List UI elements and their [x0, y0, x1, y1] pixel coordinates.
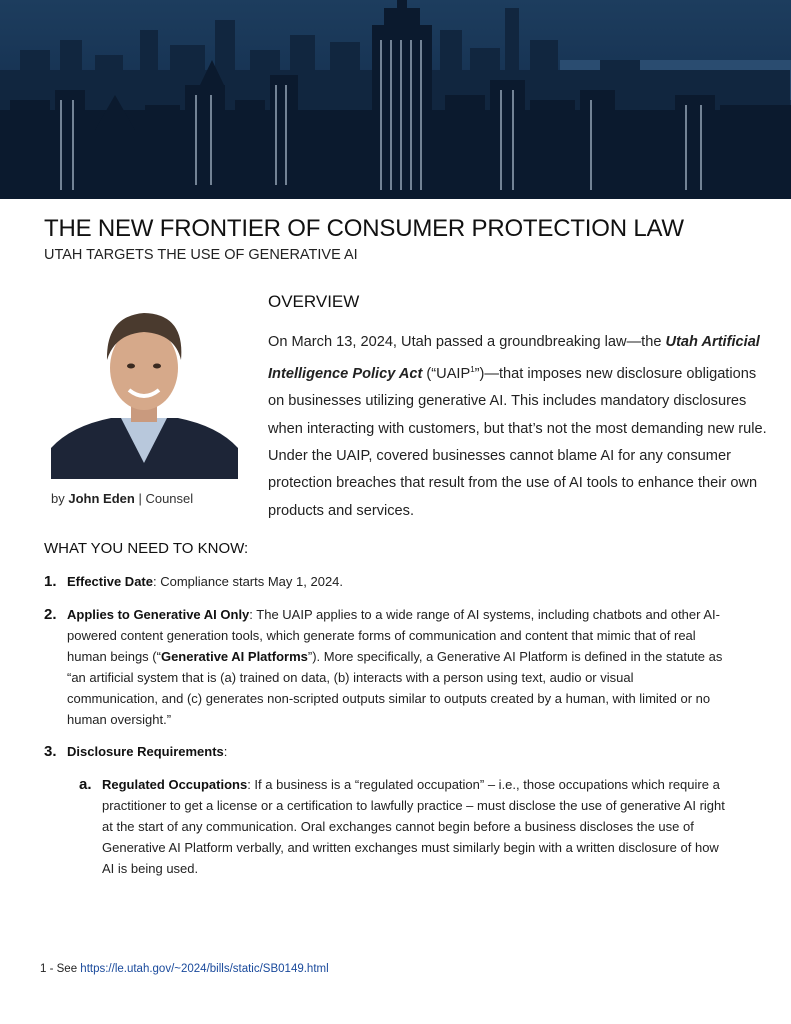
- author-portrait-illustration: [51, 298, 238, 479]
- hero-cityscape-image: [0, 0, 791, 199]
- overview-text-1: On March 13, 2024, Utah passed a groundbreaking law—the: [268, 334, 666, 350]
- skyline-illustration: [0, 0, 791, 199]
- need-to-know-heading: WHAT YOU NEED TO KNOW:: [44, 540, 249, 557]
- overview-text-2: (“UAIP: [422, 366, 471, 383]
- list-item-number: 1.: [44, 573, 57, 590]
- sub-list-item-letter: a.: [79, 776, 92, 793]
- footnote-link[interactable]: https://le.utah.gov/~2024/bills/static/SB0149.html: [80, 963, 329, 975]
- footnote-reference[interactable]: 1: [470, 365, 475, 375]
- byline-prefix: by: [51, 491, 65, 506]
- overview-text-3: ”)—that imposes new disclosure obligations on businesses utilizing generative AI. This includes mandatory disclosures when interacting with customers, but that’s not the most demanding new rule. Under the UAIP, covered businesses cannot blame AI for any consumer protection breaches that result from the use of AI tools to enhance their own products and services.: [268, 366, 767, 519]
- list-item-text-continued: ”). More specifically, a Generative AI Platform is defined in the statute as “an artificial system that is (a) trained on data, (b) interacts with a person using text, audio or visual communication, and (c) generates non-scripted outputs similar to outputs created by a human, with limited or no human oversight.”: [67, 649, 723, 727]
- overview-heading: OVERVIEW: [268, 292, 360, 311]
- sub-list-item-text: : If a business is a “regulated occupation” – i.e., those occupations which require a practitioner to get a license or a certification to lawfully practice – must disclose the use of generative AI right at the start of any communication. Oral exchanges cannot begin before a business discloses the use of Generative AI Platform verbally, and written exchanges must similarly begin with a written disclosure of how AI is being used.: [102, 777, 725, 876]
- author-photo: [51, 298, 238, 479]
- author-name: John Eden: [68, 491, 135, 506]
- list-item-text: :: [223, 744, 228, 759]
- page-subtitle: UTAH TARGETS THE USE OF GENERATIVE AI: [44, 247, 358, 263]
- list-item-label: Applies to Generative AI Only: [67, 607, 250, 622]
- list-item-text: : The UAIP applies to a wide range of AI systems, including chatbots and other AI-powered content generation tools, which generate forms of communication and content that mimic that of real human beings (“: [67, 607, 720, 664]
- sub-list-item: [79, 774, 727, 879]
- footnote-number: 1: [40, 963, 47, 975]
- footnote-prefix: - See: [46, 963, 81, 975]
- author-role: Counsel: [145, 491, 194, 506]
- list-item-label: Effective Date: [67, 574, 153, 589]
- act-name: Utah Artificial Intelligence Policy Act: [268, 334, 760, 383]
- list-item-label: Disclosure Requirements: [67, 744, 224, 759]
- footnote: [40, 963, 329, 975]
- list-item: [44, 741, 727, 762]
- sub-list-item-label: Regulated Occupations: [102, 777, 248, 792]
- list-item: [44, 571, 727, 592]
- byline-separator: |: [138, 491, 142, 506]
- list-item-text: : Compliance starts May 1, 2024.: [152, 574, 344, 589]
- defined-term: Generative AI Platforms: [160, 649, 308, 664]
- list-item-number: 2.: [44, 606, 57, 623]
- overview-paragraph: [268, 329, 774, 525]
- author-byline: [51, 491, 193, 506]
- list-item-number: 3.: [44, 743, 57, 760]
- list-item: [44, 604, 727, 730]
- page-title: THE NEW FRONTIER OF CONSUMER PROTECTION LAW: [44, 215, 684, 242]
